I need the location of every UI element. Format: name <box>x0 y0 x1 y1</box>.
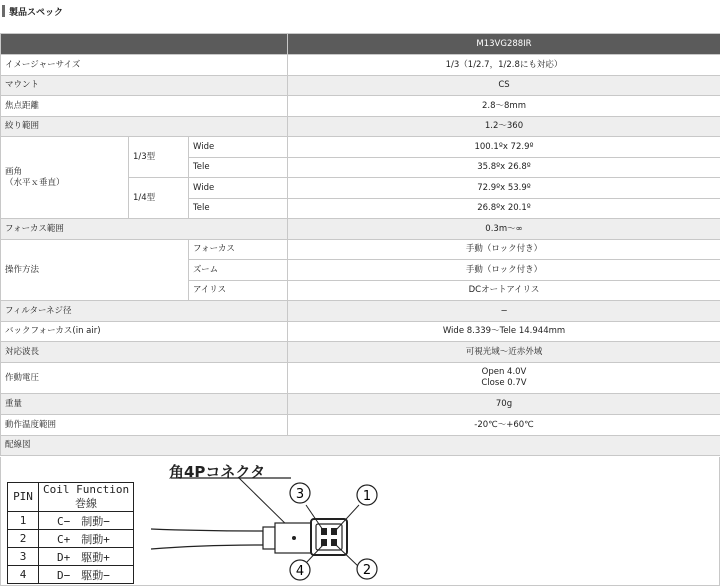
row-value: 手動（ロック付き） <box>288 240 720 260</box>
operation-zoom-label: ズーム <box>189 260 288 281</box>
fov-sensor-b: 1/4型 <box>129 178 189 219</box>
table-row <box>1 322 720 342</box>
table-row <box>1 342 720 363</box>
fov-value: 35.8ºx 26.8º <box>288 158 720 178</box>
table-row <box>1 117 720 137</box>
fov-wide-label: Wide <box>189 178 288 199</box>
row-value: 1.2～360 <box>288 117 720 137</box>
pin-function: C− 制動− <box>39 512 134 530</box>
row-value: 手動（ロック付き） <box>288 260 720 281</box>
table-row <box>1 301 720 322</box>
voltage-close: Close 0.7V <box>481 378 527 388</box>
fov-label: 画角 （水平ｘ垂直） <box>1 137 129 219</box>
row-label: イメージャーサイズ <box>1 55 288 76</box>
heading-bar <box>2 5 5 17</box>
func-header-1: Coil Function <box>39 483 134 498</box>
pin-header: PIN <box>8 483 39 512</box>
connector-title: 角4Pコネクタ <box>169 463 266 481</box>
header-model: M13VG288IR <box>288 34 720 55</box>
wiring-label: 配線図 <box>1 436 720 456</box>
row-value: DCオートアイリス <box>288 281 720 301</box>
callout-2-label: 2 <box>362 563 372 578</box>
fov-wide-label: Wide <box>189 137 288 158</box>
row-label: マウント <box>1 76 288 96</box>
fov-value: 26.8ºx 20.1º <box>288 199 720 219</box>
callout-3-label: 3 <box>295 487 305 502</box>
pin-1-contact <box>331 528 337 535</box>
row-value: -20℃～+60℃ <box>288 415 720 436</box>
row-value: − <box>288 301 720 322</box>
pin-number: 3 <box>8 548 39 566</box>
row-label: 動作温度範囲 <box>1 415 288 436</box>
row-label: フォーカス範囲 <box>1 219 288 240</box>
table-row <box>1 137 720 158</box>
pin-number: 2 <box>8 530 39 548</box>
table-row <box>1 240 720 260</box>
row-label: バックフォーカス(in air) <box>1 322 288 342</box>
row-label: 重量 <box>1 394 288 415</box>
row-value: 0.3m～∞ <box>288 219 720 240</box>
callout-1-label: 1 <box>362 489 372 504</box>
fov-sensor-a: 1/3型 <box>129 137 189 178</box>
row-label: 対応波長 <box>1 342 288 363</box>
spec-table <box>0 33 720 456</box>
operation-label: 操作方法 <box>1 240 189 301</box>
table-row <box>1 96 720 117</box>
table-row <box>1 436 720 456</box>
row-label: 作動電圧 <box>1 363 288 394</box>
header-blank-cell <box>1 34 288 55</box>
fov-tele-label: Tele <box>189 199 288 219</box>
row-value: 可視光域～近赤外域 <box>288 342 720 363</box>
table-row <box>1 394 720 415</box>
fov-tele-label: Tele <box>189 158 288 178</box>
voltage-open: Open 4.0V <box>481 367 527 377</box>
housing-mark <box>292 536 296 540</box>
connector-drawing <box>1 457 719 585</box>
func-header-2: 巻線 <box>39 497 134 512</box>
cable-boot <box>263 527 275 549</box>
pin-function: D+ 駆動+ <box>39 548 134 566</box>
table-row <box>1 219 720 240</box>
pin-function: D− 駆動− <box>39 566 134 584</box>
fov-value: 72.9ºx 53.9º <box>288 178 720 199</box>
operation-focus-label: フォーカス <box>189 240 288 260</box>
table-row <box>1 363 720 394</box>
section-title: 製品スペック <box>9 7 64 18</box>
table-header-row <box>1 34 720 55</box>
row-label: 絞り範囲 <box>1 117 288 137</box>
row-value: 1/3（1/2.7，1/2.8にも対応） <box>288 55 720 76</box>
table-row <box>1 415 720 436</box>
section-heading <box>2 4 63 18</box>
pin-function: C+ 制動+ <box>39 530 134 548</box>
pin-number: 4 <box>8 566 39 584</box>
cable-outline <box>151 529 263 549</box>
row-label: フィルターネジ径 <box>1 301 288 322</box>
row-value: CS <box>288 76 720 96</box>
row-value: 2.8～8mm <box>288 96 720 117</box>
table-row <box>1 76 720 96</box>
pin-number: 1 <box>8 512 39 530</box>
table-row <box>1 55 720 76</box>
row-value: Wide 8.339～Tele 14.944mm <box>288 322 720 342</box>
callout-4-label: 4 <box>295 564 305 579</box>
fov-value: 100.1ºx 72.9º <box>288 137 720 158</box>
wiring-diagram <box>0 457 720 586</box>
row-value: 70g <box>288 394 720 415</box>
row-value <box>288 363 720 394</box>
operation-iris-label: アイリス <box>189 281 288 301</box>
pin-4-contact <box>321 539 327 546</box>
row-label: 焦点距離 <box>1 96 288 117</box>
